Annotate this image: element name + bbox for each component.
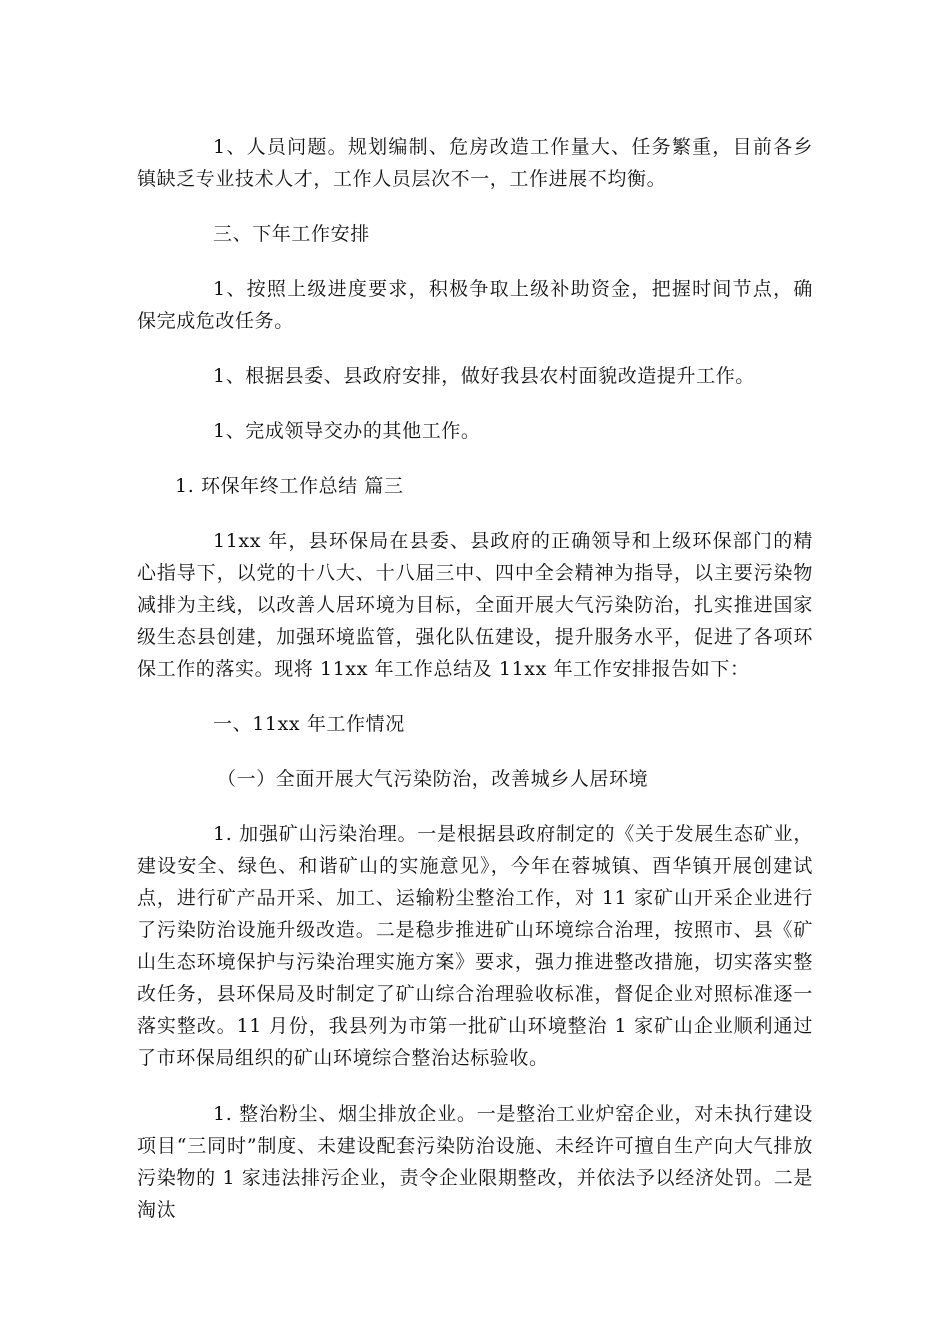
paragraph-intro-summary: 11xx 年，县环保局在县委、县政府的正确领导和上级环保部门的精心指导下，以党的十八大、十八届三中、四中全会精神为指导，以主要污染物减排为主线，以改善人居环境为目标，全面开展大气污染防治，扎实推进国家级生态县创建，加强环境监管，强化队伍建设，提升服务水平，促进了各项环保工作的落实。现将 11xx 年工作总结及 11xx 年工作安排报告如下： xyxy=(137,530,813,680)
section-title-part-three: 1. 环保年终工作总结 篇三 xyxy=(175,475,404,497)
document-body xyxy=(137,131,813,1226)
heading-next-year-plan: 三、下年工作安排 xyxy=(213,223,370,245)
heading-work-status: 一、11xx 年工作情况 xyxy=(213,713,405,735)
paragraph-mine-pollution: 1. 加强矿山污染治理。一是根据县政府制定的《关于发展生态矿业，建设安全、绿色、和谐矿山的实施意见》，今年在蓉城镇、酉华镇开展创建试点，进行矿产品开采、加工、运输粉尘整治工作，对 11 家矿山开采企业进行了污染防治设施升级改造。二是稳步推进矿山环境综合治理，按照市、县《矿山生态环境保护与污染治理实施方案》要求，强力推进整改措施，切实落实整改任务，县环保局及时制定了矿山综合治理验收标准，督促企业对照标准逐一落实整改。11 月份，我县列为市第一批矿山环境整治 1 家矿山企业顺利通过了市环保局组织的矿山环境综合整治达标验收。 xyxy=(137,823,813,1069)
paragraph-staffing-issue: 1、人员问题。规划编制、危房改造工作量大、任务繁重，目前各乡镇缺乏专业技术人才，工作人员层次不一，工作进展不均衡。 xyxy=(137,136,813,190)
paragraph-plan-item-village: 1、根据县委、县政府安排，做好我县农村面貌改造提升工作。 xyxy=(213,365,755,387)
paragraph-dust-emission: 1. 整治粉尘、烟尘排放企业。一是整治工业炉窑企业，对未执行建设项目“三同时”制度、未建设配套污染防治设施、未经许可擅自生产向大气排放污染物的 1 家违法排污企业，责令企业限期整改，并依法予以经济处罚。二是淘汰 xyxy=(137,1103,813,1221)
paragraph-plan-item-funding: 1、按照上级进度要求，积极争取上级补助资金，把握时间节点，确保完成危改任务。 xyxy=(137,278,813,332)
paragraph-plan-item-other: 1、完成领导交办的其他工作。 xyxy=(213,420,481,442)
subheading-air-pollution: （一）全面开展大气污染防治，改善城乡人居环境 xyxy=(217,768,649,790)
